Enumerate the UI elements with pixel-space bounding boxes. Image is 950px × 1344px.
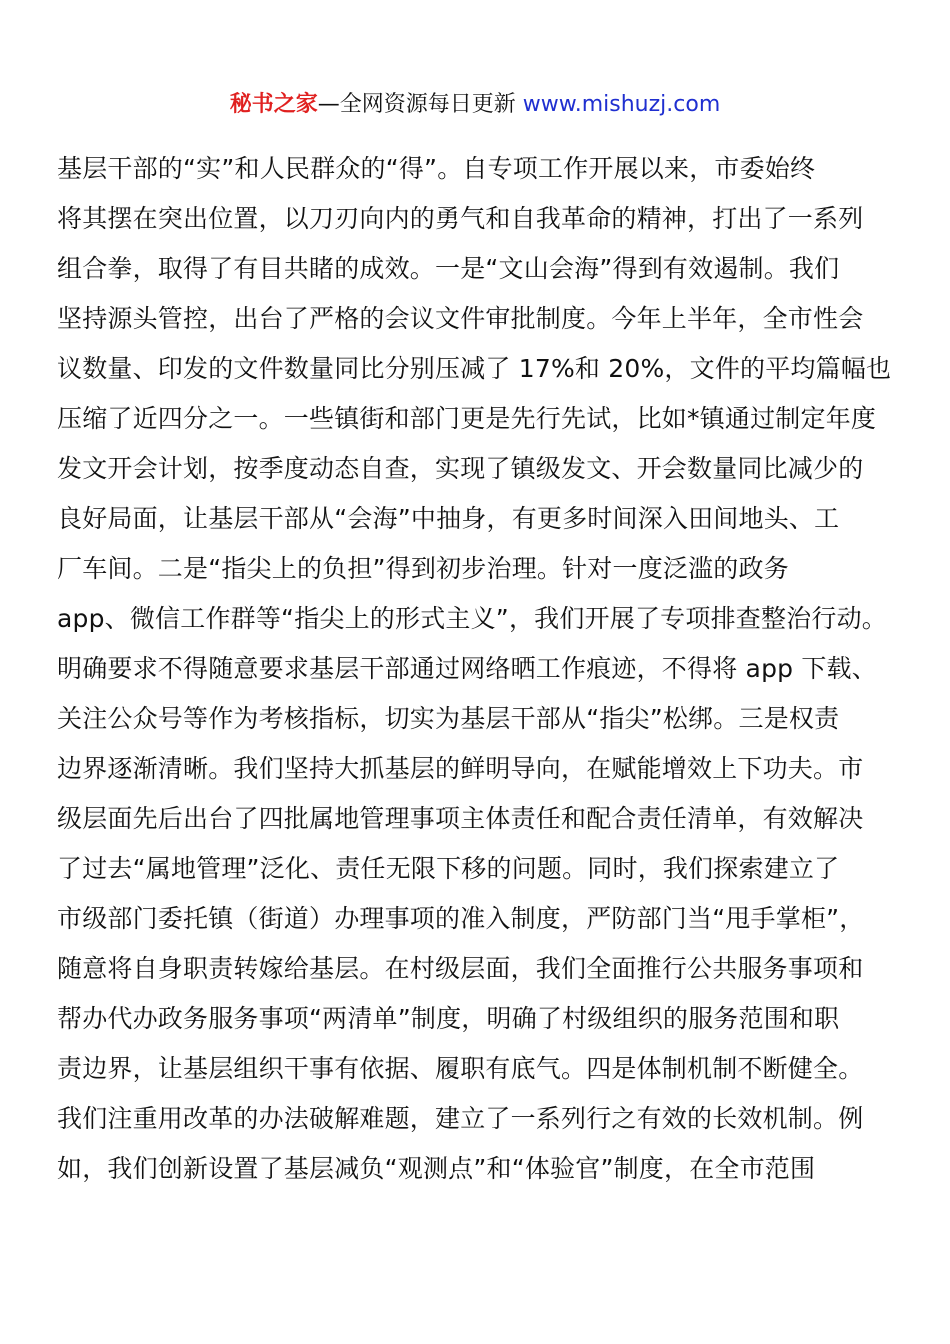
brand-name: 秘书之家 <box>229 92 318 117</box>
text-line: 基层干部的“实”和人民群众的“得”。自专项工作开展以来，市委始终 <box>57 154 816 183</box>
text-line: 了过去“属地管理”泛化、责任无限下移的问题。同时，我们探索建立了 <box>57 854 840 883</box>
text-line: 发文开会计划，按季度动态自查，实现了镇级发文、开会数量同比减少的 <box>57 454 864 483</box>
page-header <box>0 88 950 122</box>
text-line: 责边界，让基层组织干事有依据、履职有底气。四是体制机制不断健全。 <box>57 1054 864 1083</box>
text-line: 级层面先后出台了四批属地管理事项主体责任和配合责任清单，有效解决 <box>57 804 864 833</box>
text-line: 如，我们创新设置了基层减负“观测点”和“体验官”制度，在全市范围 <box>57 1154 816 1183</box>
text-line: 边界逐渐清晰。我们坚持大抓基层的鲜明导向，在赋能增效上下功夫。市 <box>57 754 864 783</box>
text-line: 议数量、印发的文件数量同比分别压减了 17%和 20%，文件的平均篇幅也 <box>57 354 892 383</box>
text-line: 坚持源头管控，出台了严格的会议文件审批制度。今年上半年，全市性会 <box>57 304 864 333</box>
text-line: 明确要求不得随意要求基层干部通过网络晒工作痕迹，不得将 app 下载、 <box>57 654 877 683</box>
text-line: 我们注重用改革的办法破解难题，建立了一系列行之有效的长效机制。例 <box>57 1104 864 1133</box>
text-line: 压缩了近四分之一。一些镇街和部门更是先行先试，比如*镇通过制定年度 <box>57 404 877 433</box>
document-body <box>57 144 897 1194</box>
text-line: 随意将自身职责转嫁给基层。在村级层面，我们全面推行公共服务事项和 <box>57 954 864 983</box>
text-line: 关注公众号等作为考核指标，切实为基层干部从“指尖”松绑。三是权责 <box>57 704 840 733</box>
header-tagline: —全网资源每日更新 <box>317 92 523 117</box>
text-line: 市级部门委托镇（街道）办理事项的准入制度，严防部门当“甩手掌柜”， <box>57 904 865 933</box>
website-url[interactable]: www.mishuzj.com <box>522 92 721 117</box>
text-line: 厂车间。二是“指尖上的负担”得到初步治理。针对一度泛滥的政务 <box>57 554 789 583</box>
text-line: 将其摆在突出位置，以刀刃向内的勇气和自我革命的精神，打出了一系列 <box>57 204 864 233</box>
text-line: 良好局面，让基层干部从“会海”中抽身，有更多时间深入田间地头、工 <box>57 504 840 533</box>
text-line: 组合拳，取得了有目共睹的成效。一是“文山会海”得到有效遏制。我们 <box>57 254 840 283</box>
text-line: 帮办代办政务服务事项“两清单”制度，明确了村级组织的服务范围和职 <box>57 1004 840 1033</box>
text-line: app、微信工作群等“指尖上的形式主义”，我们开展了专项排查整治行动。 <box>57 604 887 633</box>
